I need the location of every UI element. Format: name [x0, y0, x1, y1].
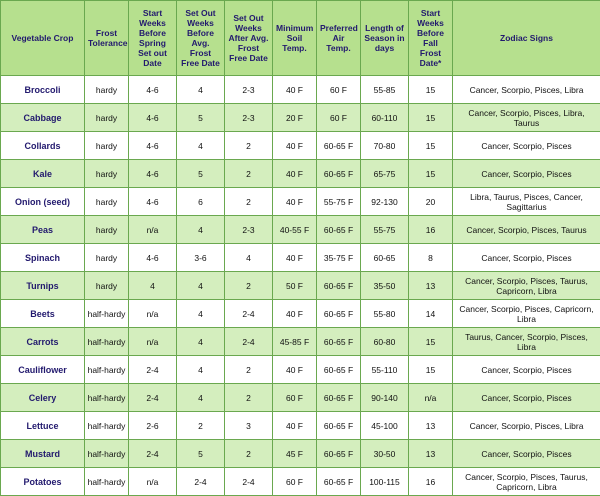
- cell-min-soil-temp: 40 F: [273, 188, 317, 216]
- cell-start-weeks-before-spring: n/a: [129, 468, 177, 496]
- cell-start-weeks-before-spring: 4-6: [129, 104, 177, 132]
- cell-min-soil-temp: 50 F: [273, 272, 317, 300]
- cell-season-length: 90-140: [361, 384, 409, 412]
- cell-frost-tolerance: hardy: [85, 132, 129, 160]
- table-row: [1, 216, 600, 244]
- cell-crop: Spinach: [1, 244, 85, 272]
- cell-crop: Onion (seed): [1, 188, 85, 216]
- cell-preferred-air-temp: 60-65 F: [317, 468, 361, 496]
- cell-frost-tolerance: hardy: [85, 244, 129, 272]
- cell-zodiac-signs: Cancer, Scorpio, Pisces, Taurus: [453, 216, 600, 244]
- table-row: [1, 104, 600, 132]
- cell-crop: Potatoes: [1, 468, 85, 496]
- cell-preferred-air-temp: 60 F: [317, 76, 361, 104]
- header-min-soil-temp: Minimum Soil Temp.: [273, 1, 317, 76]
- cell-zodiac-signs: Cancer, Scorpio, Pisces: [453, 132, 600, 160]
- header-set-out-weeks-after: Set Out Weeks After Avg. Frost Free Date: [225, 1, 273, 76]
- cell-zodiac-signs: Cancer, Scorpio, Pisces: [453, 244, 600, 272]
- cell-set-out-weeks-before: 2-4: [177, 468, 225, 496]
- cell-crop: Cabbage: [1, 104, 85, 132]
- cell-zodiac-signs: Cancer, Scorpio, Pisces, Libra, Taurus: [453, 104, 600, 132]
- cell-start-weeks-before-fall: 13: [409, 412, 453, 440]
- cell-set-out-weeks-after: 2-4: [225, 468, 273, 496]
- cell-zodiac-signs: Cancer, Scorpio, Pisces: [453, 384, 600, 412]
- cell-start-weeks-before-spring: 2-4: [129, 356, 177, 384]
- cell-set-out-weeks-after: 2-3: [225, 76, 273, 104]
- cell-zodiac-signs: Taurus, Cancer, Scorpio, Pisces, Libra: [453, 328, 600, 356]
- cell-set-out-weeks-after: 4: [225, 244, 273, 272]
- cell-crop: Cauliflower: [1, 356, 85, 384]
- cell-set-out-weeks-before: 4: [177, 356, 225, 384]
- cell-min-soil-temp: 40 F: [273, 132, 317, 160]
- cell-set-out-weeks-before: 3-6: [177, 244, 225, 272]
- cell-frost-tolerance: hardy: [85, 188, 129, 216]
- header-start-weeks-before-spring: Start Weeks Before Spring Set out Date: [129, 1, 177, 76]
- table-row: [1, 328, 600, 356]
- cell-season-length: 45-100: [361, 412, 409, 440]
- cell-min-soil-temp: 40 F: [273, 412, 317, 440]
- cell-season-length: 70-80: [361, 132, 409, 160]
- cell-frost-tolerance: half-hardy: [85, 328, 129, 356]
- cell-set-out-weeks-before: 5: [177, 440, 225, 468]
- cell-start-weeks-before-fall: 15: [409, 132, 453, 160]
- cell-set-out-weeks-after: 2: [225, 272, 273, 300]
- cell-preferred-air-temp: 60-65 F: [317, 384, 361, 412]
- cell-min-soil-temp: 60 F: [273, 468, 317, 496]
- cell-min-soil-temp: 40 F: [273, 160, 317, 188]
- cell-start-weeks-before-spring: 4-6: [129, 132, 177, 160]
- table-row: [1, 132, 600, 160]
- cell-crop: Collards: [1, 132, 85, 160]
- cell-crop: Broccoli: [1, 76, 85, 104]
- cell-season-length: 35-50: [361, 272, 409, 300]
- table-row: [1, 356, 600, 384]
- cell-season-length: 100-115: [361, 468, 409, 496]
- cell-season-length: 30-50: [361, 440, 409, 468]
- cell-crop: Carrots: [1, 328, 85, 356]
- cell-set-out-weeks-after: 2-3: [225, 216, 273, 244]
- cell-season-length: 55-110: [361, 356, 409, 384]
- cell-start-weeks-before-fall: 16: [409, 216, 453, 244]
- cell-start-weeks-before-spring: 4: [129, 272, 177, 300]
- cell-start-weeks-before-spring: 4-6: [129, 160, 177, 188]
- cell-set-out-weeks-before: 5: [177, 160, 225, 188]
- cell-start-weeks-before-fall: 15: [409, 160, 453, 188]
- cell-frost-tolerance: hardy: [85, 272, 129, 300]
- cell-season-length: 65-75: [361, 160, 409, 188]
- cell-start-weeks-before-spring: 4-6: [129, 188, 177, 216]
- cell-preferred-air-temp: 60-65 F: [317, 328, 361, 356]
- header-start-weeks-before-fall: Start Weeks Before Fall Frost Date*: [409, 1, 453, 76]
- table-body: [1, 76, 600, 496]
- cell-zodiac-signs: Cancer, Scorpio, Pisces, Libra: [453, 76, 600, 104]
- cell-crop: Beets: [1, 300, 85, 328]
- cell-min-soil-temp: 40 F: [273, 300, 317, 328]
- table-row: [1, 468, 600, 496]
- cell-preferred-air-temp: 60-65 F: [317, 132, 361, 160]
- header-zodiac-signs: Zodiac Signs: [453, 1, 600, 76]
- cell-season-length: 55-80: [361, 300, 409, 328]
- cell-start-weeks-before-fall: 8: [409, 244, 453, 272]
- cell-start-weeks-before-spring: n/a: [129, 328, 177, 356]
- cell-set-out-weeks-after: 2: [225, 132, 273, 160]
- cell-set-out-weeks-before: 4: [177, 216, 225, 244]
- cell-crop: Peas: [1, 216, 85, 244]
- cell-start-weeks-before-spring: n/a: [129, 216, 177, 244]
- cell-set-out-weeks-before: 5: [177, 104, 225, 132]
- cell-start-weeks-before-fall: 15: [409, 76, 453, 104]
- cell-crop: Lettuce: [1, 412, 85, 440]
- cell-frost-tolerance: hardy: [85, 160, 129, 188]
- cell-start-weeks-before-fall: 15: [409, 328, 453, 356]
- cell-min-soil-temp: 45 F: [273, 440, 317, 468]
- header-frost-tolerance: Frost Tolerance: [85, 1, 129, 76]
- cell-set-out-weeks-after: 2: [225, 160, 273, 188]
- cell-preferred-air-temp: 60-65 F: [317, 160, 361, 188]
- cell-set-out-weeks-before: 6: [177, 188, 225, 216]
- cell-preferred-air-temp: 60-65 F: [317, 440, 361, 468]
- cell-preferred-air-temp: 60-65 F: [317, 356, 361, 384]
- cell-start-weeks-before-fall: 13: [409, 440, 453, 468]
- cell-preferred-air-temp: 35-75 F: [317, 244, 361, 272]
- cell-frost-tolerance: hardy: [85, 76, 129, 104]
- cell-start-weeks-before-spring: 2-4: [129, 384, 177, 412]
- cell-start-weeks-before-spring: 2-4: [129, 440, 177, 468]
- cell-season-length: 60-80: [361, 328, 409, 356]
- table-row: [1, 412, 600, 440]
- header-crop: Vegetable Crop: [1, 1, 85, 76]
- cell-frost-tolerance: half-hardy: [85, 412, 129, 440]
- cell-frost-tolerance: half-hardy: [85, 384, 129, 412]
- cell-set-out-weeks-before: 4: [177, 132, 225, 160]
- table-header: [1, 1, 600, 76]
- cell-start-weeks-before-fall: 15: [409, 356, 453, 384]
- cell-zodiac-signs: Cancer, Scorpio, Pisces: [453, 160, 600, 188]
- cell-min-soil-temp: 60 F: [273, 384, 317, 412]
- table-row: [1, 188, 600, 216]
- cell-preferred-air-temp: 60-65 F: [317, 412, 361, 440]
- cell-crop: Turnips: [1, 272, 85, 300]
- cell-frost-tolerance: hardy: [85, 216, 129, 244]
- cell-zodiac-signs: Cancer, Scorpio, Pisces, Taurus, Capricorn, Libra: [453, 272, 600, 300]
- cell-frost-tolerance: half-hardy: [85, 440, 129, 468]
- table-row: [1, 244, 600, 272]
- cell-set-out-weeks-before: 4: [177, 76, 225, 104]
- cell-start-weeks-before-spring: 4-6: [129, 244, 177, 272]
- cell-set-out-weeks-after: 2-4: [225, 300, 273, 328]
- cell-zodiac-signs: Cancer, Scorpio, Pisces, Libra: [453, 412, 600, 440]
- cell-season-length: 60-110: [361, 104, 409, 132]
- cell-frost-tolerance: half-hardy: [85, 468, 129, 496]
- cell-min-soil-temp: 45-85 F: [273, 328, 317, 356]
- cell-set-out-weeks-before: 2: [177, 412, 225, 440]
- cell-min-soil-temp: 20 F: [273, 104, 317, 132]
- cell-start-weeks-before-spring: 4-6: [129, 76, 177, 104]
- cell-crop: Celery: [1, 384, 85, 412]
- cell-crop: Mustard: [1, 440, 85, 468]
- cell-zodiac-signs: Libra, Taurus, Pisces, Cancer, Sagittarius: [453, 188, 600, 216]
- table-row: [1, 440, 600, 468]
- cell-set-out-weeks-before: 4: [177, 272, 225, 300]
- cell-set-out-weeks-after: 2: [225, 384, 273, 412]
- cell-frost-tolerance: half-hardy: [85, 356, 129, 384]
- cell-zodiac-signs: Cancer, Scorpio, Pisces: [453, 356, 600, 384]
- cell-start-weeks-before-spring: 2-6: [129, 412, 177, 440]
- header-preferred-air-temp: Preferred Air Temp.: [317, 1, 361, 76]
- cell-crop: Kale: [1, 160, 85, 188]
- table-row: [1, 384, 600, 412]
- cell-frost-tolerance: hardy: [85, 104, 129, 132]
- table-row: [1, 76, 600, 104]
- cell-preferred-air-temp: 60-65 F: [317, 216, 361, 244]
- cell-start-weeks-before-fall: 14: [409, 300, 453, 328]
- cell-min-soil-temp: 40 F: [273, 76, 317, 104]
- cell-min-soil-temp: 40 F: [273, 244, 317, 272]
- cell-season-length: 55-75: [361, 216, 409, 244]
- cell-preferred-air-temp: 60-65 F: [317, 300, 361, 328]
- header-set-out-weeks-before: Set Out Weeks Before Avg. Frost Free Date: [177, 1, 225, 76]
- cell-start-weeks-before-spring: n/a: [129, 300, 177, 328]
- cell-zodiac-signs: Cancer, Scorpio, Pisces: [453, 440, 600, 468]
- header-season-length: Length of Season in days: [361, 1, 409, 76]
- cell-season-length: 92-130: [361, 188, 409, 216]
- cell-set-out-weeks-after: 2: [225, 440, 273, 468]
- cell-start-weeks-before-fall: n/a: [409, 384, 453, 412]
- cell-set-out-weeks-after: 2: [225, 356, 273, 384]
- cell-frost-tolerance: half-hardy: [85, 300, 129, 328]
- cell-set-out-weeks-before: 4: [177, 300, 225, 328]
- cell-start-weeks-before-fall: 16: [409, 468, 453, 496]
- cell-preferred-air-temp: 60-65 F: [317, 272, 361, 300]
- cell-preferred-air-temp: 60 F: [317, 104, 361, 132]
- table-row: [1, 272, 600, 300]
- cell-start-weeks-before-fall: 13: [409, 272, 453, 300]
- cell-set-out-weeks-after: 2: [225, 188, 273, 216]
- cell-preferred-air-temp: 55-75 F: [317, 188, 361, 216]
- cell-min-soil-temp: 40-55 F: [273, 216, 317, 244]
- cell-set-out-weeks-after: 3: [225, 412, 273, 440]
- cell-season-length: 60-65: [361, 244, 409, 272]
- cell-set-out-weeks-before: 4: [177, 328, 225, 356]
- cell-zodiac-signs: Cancer, Scorpio, Pisces, Taurus, Capricorn, Libra: [453, 468, 600, 496]
- cell-set-out-weeks-before: 4: [177, 384, 225, 412]
- cell-zodiac-signs: Cancer, Scorpio, Pisces, Capricorn, Libra: [453, 300, 600, 328]
- table-row: [1, 300, 600, 328]
- cell-start-weeks-before-fall: 15: [409, 104, 453, 132]
- cell-set-out-weeks-after: 2-4: [225, 328, 273, 356]
- header-row: [1, 1, 600, 76]
- cell-start-weeks-before-fall: 20: [409, 188, 453, 216]
- cell-min-soil-temp: 40 F: [273, 356, 317, 384]
- cell-set-out-weeks-after: 2-3: [225, 104, 273, 132]
- table-row: [1, 160, 600, 188]
- cell-season-length: 55-85: [361, 76, 409, 104]
